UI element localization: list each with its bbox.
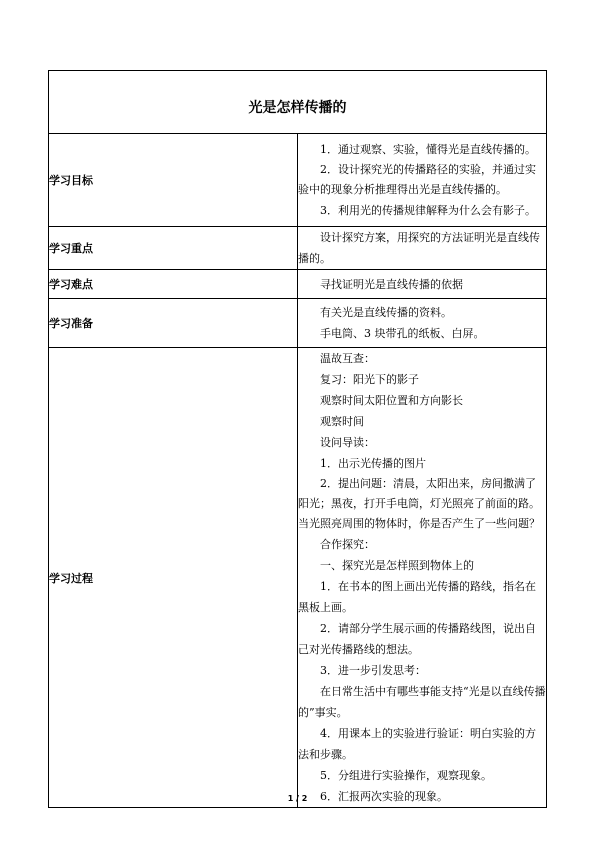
row-label: 学习难点 [49, 270, 298, 299]
content-line: 复习：阳光下的影子 [320, 373, 419, 386]
content-line: 观察时间 [320, 415, 364, 428]
content-line: 寻找证明光是直线传播的依据 [320, 277, 463, 291]
content-line: 有关光是直线传播的资料。 [320, 306, 452, 319]
content-line: 设计探究方案，用探究的方法证明光是直线传播的。 [298, 231, 540, 265]
title-row [49, 71, 547, 134]
content-line: 1．在书本的图上画出光传播的路线，指名在黑板上画。 [298, 580, 536, 614]
content-line: 2．请部分学生展示画的传播路线图，说出自己对光传播路线的想法。 [298, 622, 536, 656]
content-line: 6．汇报两次实验的现象。 [320, 790, 448, 803]
lesson-plan-table [48, 70, 547, 808]
content-line: 4．用课本上的实验进行验证：明白实验的方法和步骤。 [298, 727, 536, 761]
row-label: 学习过程 [49, 348, 298, 808]
content-line: 3．进一步引发思考： [320, 664, 426, 677]
page-number: 1 / 2 [287, 794, 308, 803]
content-line: 观察时间太阳位置和方向影长 [320, 394, 463, 407]
row-label: 学习准备 [49, 299, 298, 348]
document-title: 光是怎样传播的 [248, 99, 347, 116]
row-preparation [49, 299, 547, 348]
row-content [298, 227, 547, 270]
row-content [298, 134, 547, 227]
row-label: 学习重点 [49, 227, 298, 270]
row-learning-process [49, 348, 547, 808]
row-content [298, 299, 547, 348]
title-cell [49, 71, 547, 134]
content-line: 2．提出问题：清晨，太阳出来，房间撒满了阳光；黑夜，打开手电筒，灯光照亮了前面的路。当光照亮周围的物体时，你是否产生了一些问题？ [298, 477, 540, 530]
row-difficulties [49, 270, 547, 299]
content-line: 3．利用光的传播规律解释为什么会有影子。 [320, 204, 536, 217]
lesson-plan-sheet [48, 70, 547, 808]
row-content [298, 348, 547, 808]
content-line: 在日常生活中有哪些事能支持“光是以直线传播的”事实。 [298, 685, 546, 719]
content-line: 一、探究光是怎样照到物体上的 [320, 559, 474, 572]
content-line: 合作探究： [320, 538, 375, 551]
row-label: 学习目标 [49, 134, 298, 227]
content-line: 2．设计探究光的传播路径的实验，并通过实验中的现象分析推理得出光是直线传播的。 [298, 163, 536, 196]
content-line: 1．出示光传播的图片 [320, 457, 426, 470]
row-content [298, 270, 547, 299]
content-line: 设问导读： [320, 436, 375, 449]
content-line: 温故互查： [320, 352, 375, 365]
content-line: 5．分组进行实验操作，观察现象。 [320, 769, 492, 782]
content-line: 手电筒、3 块带孔的纸板、白屏。 [320, 327, 485, 340]
row-key-points [49, 227, 547, 270]
row-learning-goals [49, 134, 547, 227]
content-line: 1．通过观察、实验，懂得光是直线传播的。 [320, 143, 536, 156]
